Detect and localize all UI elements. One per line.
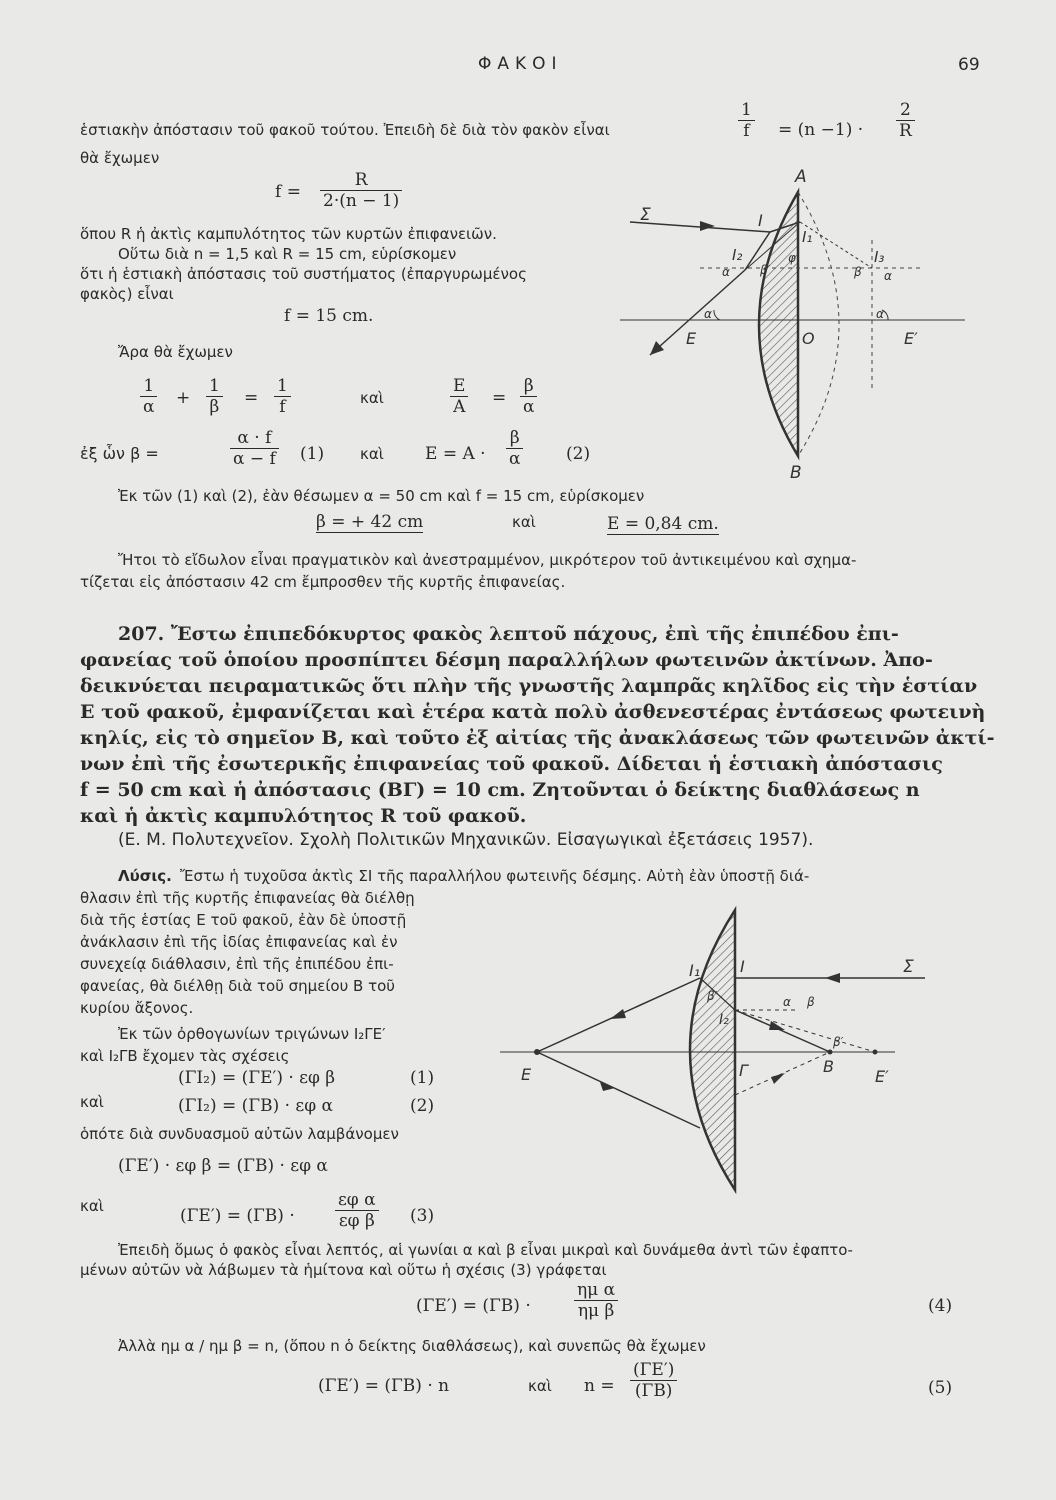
result-E: E = 0,84 cm. [607,514,719,534]
denominator: α [509,449,521,469]
denominator: R [899,121,912,141]
equals-sign: = [244,388,259,408]
fraction-1-over-f [738,100,755,141]
formula-lhs: f = [275,182,301,202]
label-E-prime: E′ [875,1067,889,1086]
label-alpha: α [722,265,730,279]
lens-shape [690,910,735,1190]
equals-sign: = [492,388,507,408]
numerator: β [520,376,537,397]
problem-line: κηλίς, εἰς τὸ σημεῖον B, καὶ τοῦτο ἐξ αἰτίας τῆς ἀνακλάσεως τῶν φωτεινῶν ἀκτί- [80,727,995,749]
text-line: θὰ ἔχωμεν [80,149,160,167]
equation-5b-lhs: n = [584,1376,615,1396]
fraction [140,376,157,417]
equation-tag: (3) [410,1206,435,1226]
equation-1: (ΓI₂) = (ΓE′) · εφ β [178,1068,336,1088]
plus-sign: + [176,388,191,408]
denominator: α − f [233,449,276,469]
solution-line: θλασιν ἐπὶ τῆς κυρτῆς ἐπιφανείας θὰ διέλθῃ [80,889,415,907]
dashed-ray [735,1010,875,1052]
label-E: E [686,329,697,348]
equation-tag: (1) [300,444,325,464]
solution-line: καὶ I₂ΓΒ ἔχομεν τὰς σχέσεις [80,1047,290,1065]
dashed-ray [735,1052,830,1095]
label-Sigma: Σ [640,205,651,225]
text-line: Ἄρα θὰ ἔχωμεν [118,343,233,361]
text-kai: καὶ [80,1197,104,1215]
text-kai: καὶ [80,1093,104,1111]
label-alpha: α [704,307,712,321]
label-I1: I₁ [689,961,701,980]
numerator: 1 [274,376,291,397]
point-E [534,1049,540,1055]
formula-f-value: f = 15 cm. [284,306,374,326]
denominator: 2·(n − 1) [323,191,400,211]
fraction-tan [335,1190,379,1231]
label-E-prime: E′ [904,329,918,348]
numerator: 1 [140,376,157,397]
ray-to-B [735,1010,830,1052]
label-I1: I₁ [802,228,813,246]
running-header: ΦΑΚΟΙ [478,54,563,74]
text-line: Ἐκ τῶν (1) καὶ (2), ἐὰν θέσωμεν α = 50 cm καὶ f = 15 cm, εὑρίσκομεν [118,487,645,505]
text-line: ὅπου R ἡ ἀκτὶς καμπυλότητος τῶν κυρτῶν ἐπιφανειῶν. [80,225,497,243]
solution-line: Ἐκ τῶν ὀρθογωνίων τριγώνων I₂ΓΕ′ [118,1025,386,1043]
problem-line: E τοῦ φακοῦ, ἐμφανίζεται καὶ ἑτέρα κατὰ πολὺ ἀσθενεστέρας ἐντάσεως φωτεινὴ [80,701,986,723]
outgoing-ray [650,270,745,355]
fraction-sin [574,1280,618,1321]
fraction-n [630,1360,677,1401]
problem-line: f = 50 cm καὶ ἡ ἀπόστασις (BΓ) = 10 cm. Ζητοῦνται ὁ δείκτης διαθλάσεως n [80,779,920,801]
label-I: I [758,211,763,230]
text-line: φακὸς) εἶναι [80,285,174,303]
denominator: β [209,397,220,417]
solution-line: κυρίου ἄξονος. [80,999,194,1017]
problem-line: 207. Ἔστω ἐπιπεδόκυρτος φακὸς λεπτοῦ πάχους, ἐπὶ τῆς ἐπιπέδου ἐπι- [118,623,899,645]
numerator: (ΓE′) [630,1360,677,1381]
text-kai: καὶ [512,513,536,531]
numerator: R [320,170,402,191]
fraction-beta [230,428,279,469]
label-B: B [790,463,802,483]
solution-line: Ἐπειδὴ ὅμως ὁ φακὸς εἶναι λεπτός, αἱ γωνίαι α καὶ β εἶναι μικραὶ καὶ δυνάμεθα ἀντὶ τῶν ἐφαπτο- [118,1241,853,1259]
page-number: 69 [958,55,980,75]
label-beta: β [807,995,815,1009]
label-B: B [823,1057,834,1076]
denominator: f [743,121,750,141]
solution-line: Ἔστω ἡ τυχοῦσα ἀκτὶς ΣΙ τῆς παραλλήλου φωτεινῆς δέσμης. Αὐτὴ ἐὰν ὑποστῇ διά- [180,867,810,885]
label-beta-prime: β′ [760,263,771,277]
arrow-head [771,1073,785,1084]
arrow-head [610,1009,626,1019]
solution-line: φανείας, θὰ διέλθῃ διὰ τοῦ σημείου Β τοῦ [80,977,395,995]
denominator: εφ β [338,1211,375,1231]
equation-combined: (ΓE′) · εφ β = (ΓB) · εφ α [118,1156,328,1176]
numerator: 1 [738,100,755,121]
label-I2: I₂ [719,1012,729,1028]
problem-line: δεικνύεται πειραματικῶς ὅτι πλὴν τῆς γνωστῆς λαμπρᾶς κηλῖδος εἰς τὴν ἑστίαν [80,675,978,697]
point-E-prime [873,1050,878,1055]
equation-part: = (n −1) · [778,120,864,140]
denominator: ημ β [577,1301,615,1321]
label-I: I [740,957,745,976]
formula-E-lhs: E = A · [425,444,486,464]
denominator: α [143,397,155,417]
angle-arc [714,310,720,320]
equation-tag: (4) [928,1296,953,1316]
numerator: 1 [206,376,223,397]
numerator: 2 [896,100,915,121]
fraction [274,376,291,417]
solution-label: Λύσις. [118,867,172,885]
denominator: (ΓB) [634,1381,673,1401]
fraction [520,376,537,417]
arrow-head [825,973,840,983]
ray [537,1052,700,1128]
denominator: α [523,397,535,417]
label-alpha: α [876,307,884,321]
fraction [450,376,468,417]
label-alpha: α [783,995,791,1009]
label-Gamma: Γ [739,1061,748,1080]
label-O: O [802,329,815,348]
label-alpha: α [884,269,892,283]
solution-line: ὁπότε διὰ συνδυασμοῦ αὐτῶν λαμβάνομεν [80,1125,399,1143]
numerator: ημ α [574,1280,618,1301]
text-line: Ἤτοι τὸ εἴδωλον εἶναι πραγματικὸν καὶ ἀνεστραμμένον, μικρότερον τοῦ ἀντικειμένου καὶ σχημα- [118,551,857,569]
figure-lens-diagram-2 [495,900,965,1210]
problem-line: φανείας τοῦ ὁποίου προσπίπτει δέσμη παραλλήλων φωτεινῶν ἀκτίνων. Ἀπο- [80,649,933,671]
label-I2: I₂ [732,246,743,264]
fraction-R-over-2n1 [320,170,402,211]
text-line: Οὕτω διὰ n = 1,5 καὶ R = 15 cm, εὑρίσκομεν [118,245,457,263]
equation-tag: (5) [928,1378,953,1398]
label-A: A [795,167,807,187]
equation-5a: (ΓE′) = (ΓB) · n [318,1376,450,1396]
text-line: ἑστιακὴν ἀπόστασιν τοῦ φακοῦ τούτου. Ἐπειδὴ δὲ διὰ τὸν φακὸν εἶναι [80,121,610,139]
solution-line: ἀνάκλασιν ἐπὶ τῆς ἰδίας ἐπιφανείας καὶ ἐν [80,933,398,951]
equation-2: (ΓI₂) = (ΓB) · εφ α [178,1096,334,1116]
text-kai: καὶ [360,445,384,463]
figure-lens-diagram-1 [620,160,980,490]
label-I3: I₃ [874,248,885,266]
fraction-2-over-R [896,100,915,141]
fraction [206,376,223,417]
label-E: E [521,1065,532,1084]
label-beta-prime: β′ [833,1035,844,1049]
arrow-head [650,341,664,355]
denominator: A [453,397,466,417]
numerator: β [506,428,523,449]
label-phi: φ [788,251,796,265]
label-beta: β [854,265,862,279]
formula-beta-lhs: ἐξ ὧν β = [80,444,159,463]
denominator: f [279,397,286,417]
numerator: E [450,376,468,397]
point-B [828,1050,833,1055]
equation-4-lhs: (ΓE′) = (ΓB) · [416,1296,531,1316]
problem-source: (Ε. Μ. Πολυτεχνεῖον. Σχολὴ Πολιτικῶν Μηχανικῶν. Εἰσαγωγικαὶ ἐξετάσεις 1957). [118,830,814,850]
text-line: τίζεται εἰς ἀπόστασιν 42 cm ἔμπροσθεν τῆς κυρτῆς ἐπιφανείας. [80,573,566,591]
problem-line: νων ἐπὶ τῆς ἐσωτερικῆς ἐπιφανείας τοῦ φακοῦ. Δίδεται ἡ ἑστιακὴ ἀπόστασις [80,753,943,775]
problem-line: καὶ ἡ ἀκτὶς καμπυλότητος R τοῦ φακοῦ. [80,805,527,827]
result-beta: β = + 42 cm [316,512,424,532]
solution-line: μένων αὐτῶν νὰ λάβωμεν τὰ ἡμίτονα καὶ οὕτω ἡ σχέσις (3) γράφεται [80,1261,607,1279]
numerator: εφ α [335,1190,379,1211]
solution-line: συνεχείᾳ διάθλασιν, ἐπὶ τῆς ἐπιπέδου ἐπι- [80,955,394,973]
text-kai: καὶ [528,1377,552,1395]
solution-line: Ἀλλὰ ημ α / ημ β = n, (ὅπου n ὁ δείκτης διαθλάσεως), καὶ συνεπῶς θὰ ἔχωμεν [118,1337,706,1355]
numerator: α · f [230,428,279,449]
label-Sigma: Σ [903,957,914,977]
fraction [506,428,523,469]
label-beta-prime: β′ [707,989,718,1003]
equation-tag: (2) [566,444,591,464]
arrow-head [700,221,715,231]
equation-3-lhs: (ΓE′) = (ΓB) · [180,1206,295,1226]
text-line: ὅτι ἡ ἑστιακὴ ἀπόστασις τοῦ συστήματος (ἐπαργυρωμένος [80,265,527,283]
solution-line: διὰ τῆς ἑστίας Ε τοῦ φακοῦ, ἐὰν δὲ ὑποστῇ [80,911,407,929]
equation-tag: (2) [410,1096,435,1116]
equation-tag: (1) [410,1068,435,1088]
text-kai: καὶ [360,389,384,407]
